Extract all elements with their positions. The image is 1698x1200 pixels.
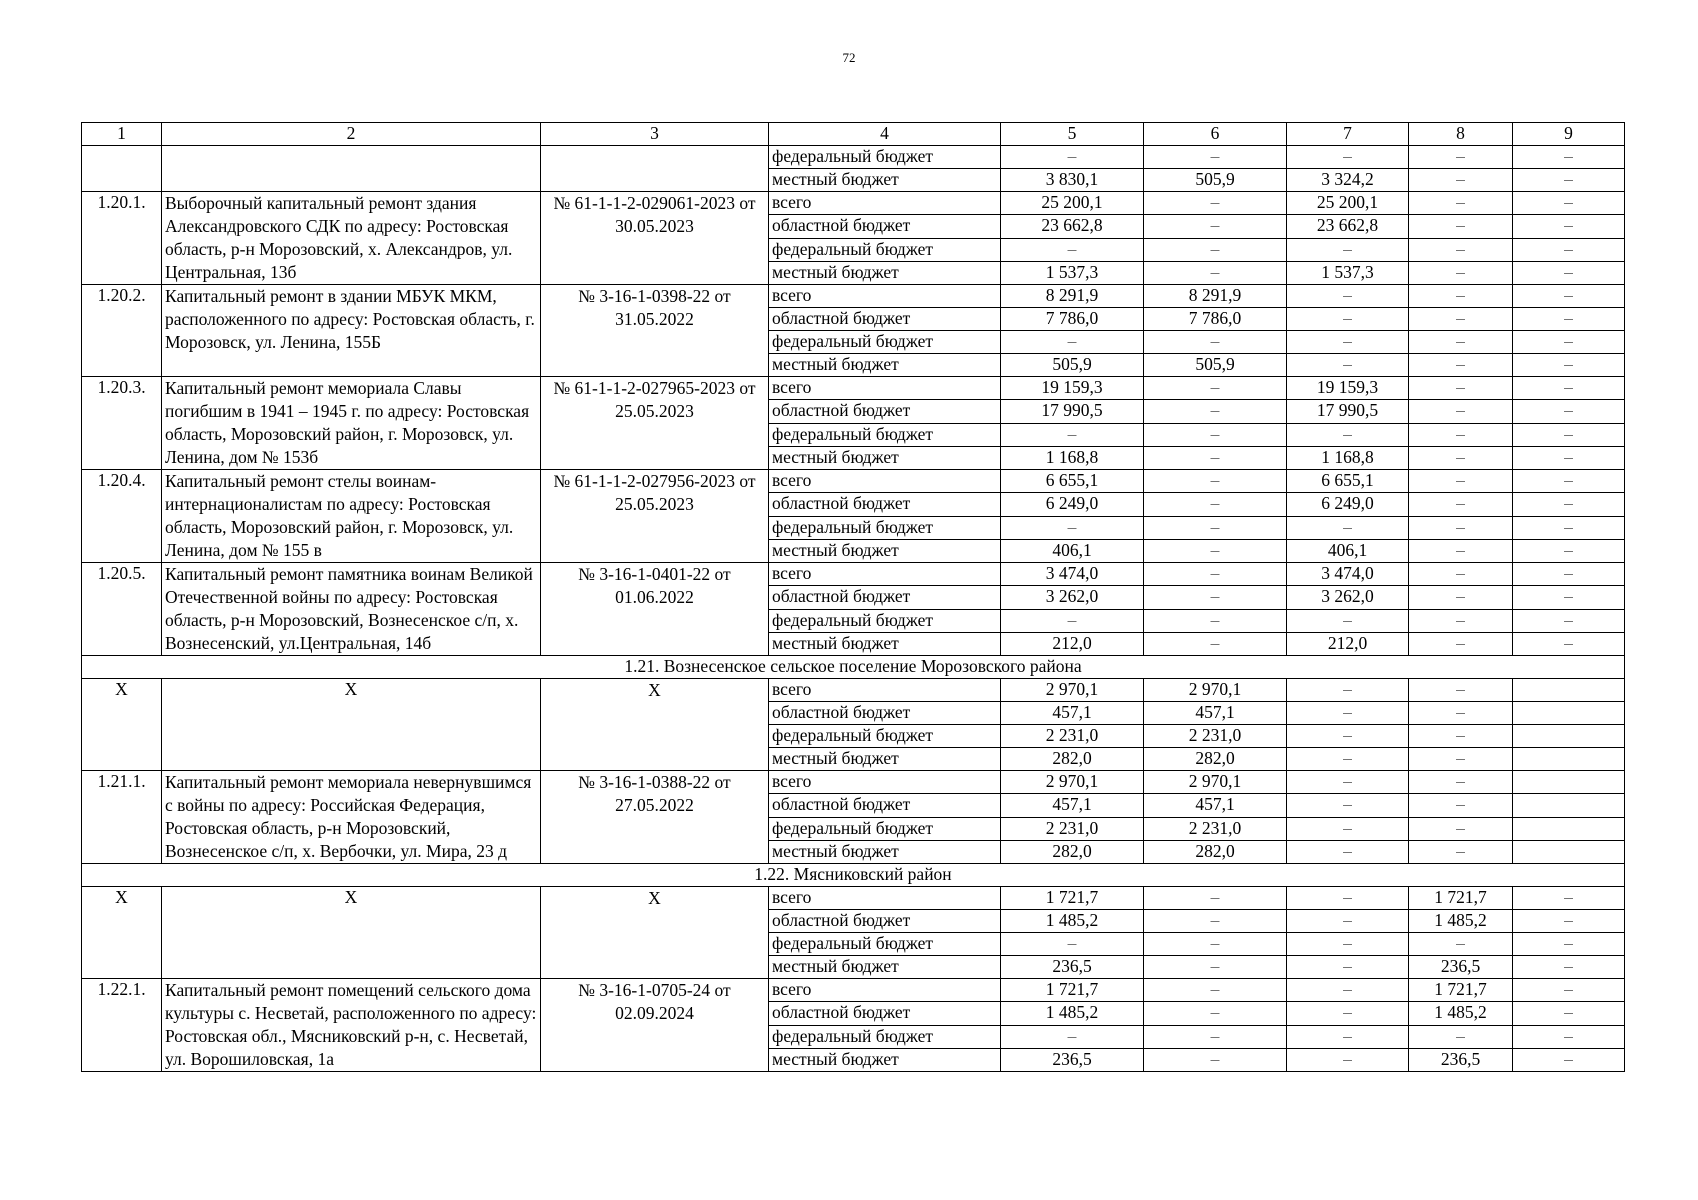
amount-cell: – <box>1144 609 1287 632</box>
amount-cell: 2 970,1 <box>1001 679 1144 702</box>
amount-cell: – <box>1409 215 1513 238</box>
amount-cell: 2 231,0 <box>1144 725 1287 748</box>
amount-cell: 2 970,1 <box>1144 771 1287 794</box>
header-row <box>82 123 1625 146</box>
budget-table <box>81 122 1625 1072</box>
amount-cell: 7 786,0 <box>1144 308 1287 331</box>
budget-source-label: федеральный бюджет <box>769 146 1001 169</box>
amount-cell: – <box>1287 1048 1409 1071</box>
amount-cell: – <box>1001 609 1144 632</box>
amount-cell: – <box>1513 238 1625 261</box>
amount-cell: 6 655,1 <box>1287 470 1409 493</box>
amount-cell: – <box>1409 400 1513 423</box>
amount-cell: – <box>1001 331 1144 354</box>
amount-cell: 457,1 <box>1001 794 1144 817</box>
item-index <box>82 146 162 192</box>
amount-cell: – <box>1287 1025 1409 1048</box>
amount-cell: 1 168,8 <box>1287 446 1409 469</box>
amount-cell: – <box>1409 817 1513 840</box>
amount-cell: 2 231,0 <box>1144 817 1287 840</box>
amount-cell: 282,0 <box>1001 748 1144 771</box>
budget-source-label: всего <box>769 285 1001 308</box>
amount-cell: 6 655,1 <box>1001 470 1144 493</box>
amount-cell: 236,5 <box>1409 956 1513 979</box>
amount-cell: – <box>1287 679 1409 702</box>
amount-cell: 1 485,2 <box>1001 1002 1144 1025</box>
amount-cell: – <box>1409 539 1513 562</box>
amount-cell: – <box>1513 609 1625 632</box>
page-number: 72 <box>842 50 856 65</box>
amount-cell: 1 485,2 <box>1001 910 1144 933</box>
amount-cell: – <box>1513 1025 1625 1048</box>
amount-cell: 236,5 <box>1001 1048 1144 1071</box>
amount-cell: 212,0 <box>1001 632 1144 655</box>
budget-source-label: федеральный бюджет <box>769 423 1001 446</box>
amount-cell: 1 485,2 <box>1409 1002 1513 1025</box>
amount-cell: – <box>1144 146 1287 169</box>
amount-cell: – <box>1287 702 1409 725</box>
budget-source-label: областной бюджет <box>769 400 1001 423</box>
amount-cell: 2 970,1 <box>1144 679 1287 702</box>
amount-cell: 3 262,0 <box>1001 586 1144 609</box>
budget-source-label: областной бюджет <box>769 493 1001 516</box>
amount-cell: 406,1 <box>1287 539 1409 562</box>
budget-source-label: федеральный бюджет <box>769 331 1001 354</box>
amount-cell: – <box>1287 725 1409 748</box>
amount-cell: 3 830,1 <box>1001 169 1144 192</box>
amount-cell: 1 537,3 <box>1001 261 1144 284</box>
table-row <box>82 887 1625 910</box>
amount-cell: – <box>1144 887 1287 910</box>
budget-source-label: всего <box>769 470 1001 493</box>
amount-cell: – <box>1513 308 1625 331</box>
amount-cell: – <box>1144 933 1287 956</box>
amount-cell: – <box>1144 423 1287 446</box>
amount-cell <box>1513 725 1625 748</box>
budget-source-label: федеральный бюджет <box>769 725 1001 748</box>
amount-cell: – <box>1144 586 1287 609</box>
amount-cell: – <box>1287 840 1409 863</box>
amount-cell: – <box>1513 285 1625 308</box>
amount-cell: – <box>1144 331 1287 354</box>
item-index: 1.21.1. <box>82 771 162 864</box>
amount-cell: – <box>1144 400 1287 423</box>
amount-cell: 8 291,9 <box>1144 285 1287 308</box>
amount-cell: – <box>1513 956 1625 979</box>
amount-cell: 1 537,3 <box>1287 261 1409 284</box>
amount-cell: – <box>1513 192 1625 215</box>
budget-source-label: всего <box>769 887 1001 910</box>
amount-cell: – <box>1287 1002 1409 1025</box>
amount-cell: – <box>1409 632 1513 655</box>
item-reference: № 61-1-1-2-027956-2023 от 25.05.2023 <box>541 470 769 563</box>
amount-cell: – <box>1513 979 1625 1002</box>
amount-cell: 406,1 <box>1001 539 1144 562</box>
budget-source-label: федеральный бюджет <box>769 516 1001 539</box>
budget-source-label: федеральный бюджет <box>769 1025 1001 1048</box>
amount-cell: – <box>1409 493 1513 516</box>
amount-cell: – <box>1409 331 1513 354</box>
amount-cell: – <box>1287 285 1409 308</box>
table-row <box>82 146 1625 169</box>
amount-cell: – <box>1409 354 1513 377</box>
amount-cell: – <box>1513 933 1625 956</box>
section-row <box>82 864 1625 887</box>
amount-cell: 2 231,0 <box>1001 725 1144 748</box>
amount-cell: 3 474,0 <box>1001 563 1144 586</box>
amount-cell: 8 291,9 <box>1001 285 1144 308</box>
amount-cell: – <box>1001 146 1144 169</box>
item-index: 1.20.3. <box>82 377 162 470</box>
amount-cell: – <box>1513 215 1625 238</box>
amount-cell: – <box>1409 725 1513 748</box>
amount-cell: 6 249,0 <box>1001 493 1144 516</box>
amount-cell: – <box>1513 910 1625 933</box>
item-index: X <box>82 679 162 771</box>
amount-cell: – <box>1287 794 1409 817</box>
item-index: 1.20.2. <box>82 285 162 377</box>
budget-source-label: всего <box>769 563 1001 586</box>
amount-cell: – <box>1513 400 1625 423</box>
amount-cell: 1 168,8 <box>1001 446 1144 469</box>
amount-cell: – <box>1409 308 1513 331</box>
item-reference: № 61-1-1-2-027965-2023 от 25.05.2023 <box>541 377 769 470</box>
amount-cell: – <box>1409 933 1513 956</box>
amount-cell: – <box>1144 563 1287 586</box>
column-number-header: 2 <box>162 123 541 146</box>
amount-cell: – <box>1409 563 1513 586</box>
amount-cell: 236,5 <box>1409 1048 1513 1071</box>
item-reference: № 3-16-1-0401-22 от 01.06.2022 <box>541 563 769 656</box>
table-row <box>82 470 1625 493</box>
budget-source-label: всего <box>769 679 1001 702</box>
amount-cell <box>1513 817 1625 840</box>
amount-cell: – <box>1144 1048 1287 1071</box>
amount-cell: – <box>1409 840 1513 863</box>
item-reference: № 61-1-1-2-029061-2023 от 30.05.2023 <box>541 192 769 285</box>
amount-cell: – <box>1513 146 1625 169</box>
amount-cell: 23 662,8 <box>1287 215 1409 238</box>
amount-cell: – <box>1409 470 1513 493</box>
amount-cell: – <box>1287 817 1409 840</box>
budget-source-label: всего <box>769 377 1001 400</box>
amount-cell: 457,1 <box>1144 702 1287 725</box>
budget-source-label: федеральный бюджет <box>769 817 1001 840</box>
amount-cell: – <box>1409 516 1513 539</box>
table-row <box>82 285 1625 308</box>
amount-cell: – <box>1001 423 1144 446</box>
amount-cell <box>1513 840 1625 863</box>
amount-cell <box>1513 702 1625 725</box>
amount-cell: – <box>1144 539 1287 562</box>
amount-cell: – <box>1144 446 1287 469</box>
budget-source-label: местный бюджет <box>769 539 1001 562</box>
item-reference: № 3-16-1-0388-22 от 27.05.2022 <box>541 771 769 864</box>
amount-cell: – <box>1287 979 1409 1002</box>
amount-cell: – <box>1513 354 1625 377</box>
amount-cell: – <box>1513 516 1625 539</box>
amount-cell: – <box>1409 1025 1513 1048</box>
budget-source-label: местный бюджет <box>769 169 1001 192</box>
section-title: 1.21. Вознесенское сельское поселение Морозовского района <box>82 656 1625 679</box>
amount-cell: – <box>1409 169 1513 192</box>
amount-cell: – <box>1287 956 1409 979</box>
budget-source-label: местный бюджет <box>769 446 1001 469</box>
amount-cell: – <box>1144 516 1287 539</box>
budget-source-label: областной бюджет <box>769 794 1001 817</box>
amount-cell: – <box>1513 331 1625 354</box>
amount-cell: 505,9 <box>1144 354 1287 377</box>
amount-cell: – <box>1409 261 1513 284</box>
amount-cell: 23 662,8 <box>1001 215 1144 238</box>
amount-cell: – <box>1409 423 1513 446</box>
amount-cell: – <box>1409 609 1513 632</box>
amount-cell: 457,1 <box>1001 702 1144 725</box>
item-reference: № 3-16-1-0398-22 от 31.05.2022 <box>541 285 769 377</box>
amount-cell: 2 231,0 <box>1001 817 1144 840</box>
budget-source-label: местный бюджет <box>769 840 1001 863</box>
budget-source-label: областной бюджет <box>769 910 1001 933</box>
amount-cell: – <box>1513 423 1625 446</box>
table-row <box>82 979 1625 1002</box>
amount-cell: – <box>1287 331 1409 354</box>
amount-cell: – <box>1513 1048 1625 1071</box>
amount-cell: – <box>1513 470 1625 493</box>
budget-source-label: областной бюджет <box>769 308 1001 331</box>
amount-cell: 7 786,0 <box>1001 308 1144 331</box>
amount-cell: – <box>1409 238 1513 261</box>
amount-cell: 6 249,0 <box>1287 493 1409 516</box>
amount-cell: – <box>1287 354 1409 377</box>
table-row <box>82 192 1625 215</box>
budget-source-label: местный бюджет <box>769 1048 1001 1071</box>
amount-cell: 25 200,1 <box>1001 192 1144 215</box>
amount-cell: 212,0 <box>1287 632 1409 655</box>
item-reference: № 3-16-1-0705-24 от 02.09.2024 <box>541 979 769 1072</box>
amount-cell: – <box>1409 285 1513 308</box>
item-description: X <box>162 679 541 771</box>
budget-source-label: федеральный бюджет <box>769 609 1001 632</box>
budget-source-label: местный бюджет <box>769 956 1001 979</box>
budget-source-label: всего <box>769 771 1001 794</box>
budget-source-label: местный бюджет <box>769 261 1001 284</box>
amount-cell: – <box>1144 632 1287 655</box>
amount-cell: – <box>1409 771 1513 794</box>
amount-cell: 3 262,0 <box>1287 586 1409 609</box>
column-number-header: 8 <box>1409 123 1513 146</box>
amount-cell: – <box>1409 446 1513 469</box>
amount-cell: – <box>1144 979 1287 1002</box>
table-row <box>82 679 1625 702</box>
amount-cell <box>1513 771 1625 794</box>
amount-cell: – <box>1513 1002 1625 1025</box>
amount-cell: – <box>1409 702 1513 725</box>
amount-cell: – <box>1144 1025 1287 1048</box>
amount-cell: – <box>1287 933 1409 956</box>
item-description: Капитальный ремонт стелы воинам-интернационалистам по адресу: Ростовская область, Морозовский район, г. Морозовск, ул. Ленина, дом № 155 в <box>162 470 541 563</box>
amount-cell: 3 474,0 <box>1287 563 1409 586</box>
amount-cell: – <box>1144 470 1287 493</box>
amount-cell: – <box>1287 748 1409 771</box>
amount-cell: – <box>1144 1002 1287 1025</box>
amount-cell: – <box>1513 377 1625 400</box>
amount-cell: – <box>1409 748 1513 771</box>
budget-source-label: областной бюджет <box>769 702 1001 725</box>
amount-cell <box>1513 679 1625 702</box>
budget-source-label: всего <box>769 192 1001 215</box>
amount-cell: – <box>1513 169 1625 192</box>
column-number-header: 6 <box>1144 123 1287 146</box>
budget-source-label: местный бюджет <box>769 632 1001 655</box>
column-number-header: 9 <box>1513 123 1625 146</box>
item-description <box>162 146 541 192</box>
table-row <box>82 563 1625 586</box>
item-reference <box>541 146 769 192</box>
table-row <box>82 771 1625 794</box>
amount-cell: 236,5 <box>1001 956 1144 979</box>
amount-cell: – <box>1001 1025 1144 1048</box>
amount-cell: – <box>1513 586 1625 609</box>
amount-cell: 17 990,5 <box>1001 400 1144 423</box>
budget-source-label: местный бюджет <box>769 748 1001 771</box>
amount-cell: – <box>1144 910 1287 933</box>
amount-cell: 25 200,1 <box>1287 192 1409 215</box>
amount-cell: – <box>1513 632 1625 655</box>
column-number-header: 3 <box>541 123 769 146</box>
amount-cell: – <box>1513 493 1625 516</box>
item-index: 1.20.1. <box>82 192 162 285</box>
item-reference: X <box>541 679 769 771</box>
amount-cell: 282,0 <box>1001 840 1144 863</box>
amount-cell: – <box>1001 516 1144 539</box>
amount-cell: – <box>1513 563 1625 586</box>
section-row <box>82 656 1625 679</box>
budget-source-label: областной бюджет <box>769 1002 1001 1025</box>
amount-cell: 505,9 <box>1001 354 1144 377</box>
amount-cell: – <box>1144 192 1287 215</box>
amount-cell: – <box>1287 308 1409 331</box>
amount-cell: 1 485,2 <box>1409 910 1513 933</box>
amount-cell: – <box>1513 539 1625 562</box>
column-number-header: 5 <box>1001 123 1144 146</box>
amount-cell: – <box>1144 238 1287 261</box>
amount-cell: – <box>1144 956 1287 979</box>
table-row <box>82 377 1625 400</box>
amount-cell <box>1513 748 1625 771</box>
amount-cell: 282,0 <box>1144 840 1287 863</box>
item-description: X <box>162 887 541 979</box>
amount-cell: – <box>1144 261 1287 284</box>
amount-cell: – <box>1144 377 1287 400</box>
amount-cell: 2 970,1 <box>1001 771 1144 794</box>
section-title: 1.22. Мясниковский район <box>82 864 1625 887</box>
amount-cell: – <box>1513 446 1625 469</box>
amount-cell: – <box>1409 794 1513 817</box>
amount-cell: – <box>1001 933 1144 956</box>
item-index: 1.20.5. <box>82 563 162 656</box>
amount-cell: 3 324,2 <box>1287 169 1409 192</box>
item-description: Капитальный ремонт в здании МБУК МКМ, расположенного по адресу: Ростовская область, г. Морозовск, ул. Ленина, 155Б <box>162 285 541 377</box>
item-index: X <box>82 887 162 979</box>
amount-cell: – <box>1513 887 1625 910</box>
amount-cell: – <box>1409 586 1513 609</box>
amount-cell: – <box>1287 887 1409 910</box>
amount-cell: – <box>1513 261 1625 284</box>
budget-source-label: федеральный бюджет <box>769 933 1001 956</box>
amount-cell: – <box>1287 516 1409 539</box>
amount-cell: 505,9 <box>1144 169 1287 192</box>
budget-source-label: областной бюджет <box>769 215 1001 238</box>
amount-cell: – <box>1287 609 1409 632</box>
item-reference: X <box>541 887 769 979</box>
item-description: Капитальный ремонт памятника воинам Великой Отечественной войны по адресу: Ростовская область, р-н Морозовский, Вознесенское с/п, х. Вознесенский, ул.Центральная, 14б <box>162 563 541 656</box>
amount-cell: – <box>1287 771 1409 794</box>
item-index: 1.22.1. <box>82 979 162 1072</box>
item-description: Капитальный ремонт мемориала невернувшимся с войны по адресу: Российская Федерация, Ростовская область, р-н Морозовский, Вознесенское с/п, х. Вербочки, ул. Мира, 23 д <box>162 771 541 864</box>
amount-cell: 1 721,7 <box>1001 979 1144 1002</box>
amount-cell: – <box>1287 238 1409 261</box>
item-index: 1.20.4. <box>82 470 162 563</box>
budget-source-label: федеральный бюджет <box>769 238 1001 261</box>
column-number-header: 4 <box>769 123 1001 146</box>
amount-cell: 282,0 <box>1144 748 1287 771</box>
amount-cell: 1 721,7 <box>1001 887 1144 910</box>
budget-source-label: областной бюджет <box>769 586 1001 609</box>
amount-cell: 17 990,5 <box>1287 400 1409 423</box>
item-description: Капитальный ремонт помещений сельского дома культуры с. Несветай, расположенного по адресу: Ростовская обл., Мясниковский р-н, с. Несветай, ул. Ворошиловская, 1а <box>162 979 541 1072</box>
amount-cell: – <box>1287 146 1409 169</box>
amount-cell: – <box>1409 192 1513 215</box>
amount-cell: – <box>1409 146 1513 169</box>
amount-cell: 1 721,7 <box>1409 887 1513 910</box>
amount-cell: 19 159,3 <box>1001 377 1144 400</box>
budget-source-label: местный бюджет <box>769 354 1001 377</box>
amount-cell: 457,1 <box>1144 794 1287 817</box>
amount-cell: 19 159,3 <box>1287 377 1409 400</box>
column-number-header: 1 <box>82 123 162 146</box>
amount-cell: – <box>1409 377 1513 400</box>
amount-cell: – <box>1287 423 1409 446</box>
amount-cell <box>1513 794 1625 817</box>
budget-source-label: всего <box>769 979 1001 1002</box>
item-description: Выборочный капитальный ремонт здания Александровского СДК по адресу: Ростовская область, р-н Морозовский, х. Александров, ул. Центральная, 13б <box>162 192 541 285</box>
amount-cell: – <box>1409 679 1513 702</box>
amount-cell: – <box>1001 238 1144 261</box>
column-number-header: 7 <box>1287 123 1409 146</box>
amount-cell: – <box>1144 215 1287 238</box>
amount-cell: 1 721,7 <box>1409 979 1513 1002</box>
item-description: Капитальный ремонт мемориала Славы погибшим в 1941 – 1945 г. по адресу: Ростовская область, Морозовский район, г. Морозовск, ул. Ленина, дом № 153б <box>162 377 541 470</box>
amount-cell: – <box>1287 910 1409 933</box>
amount-cell: – <box>1144 493 1287 516</box>
